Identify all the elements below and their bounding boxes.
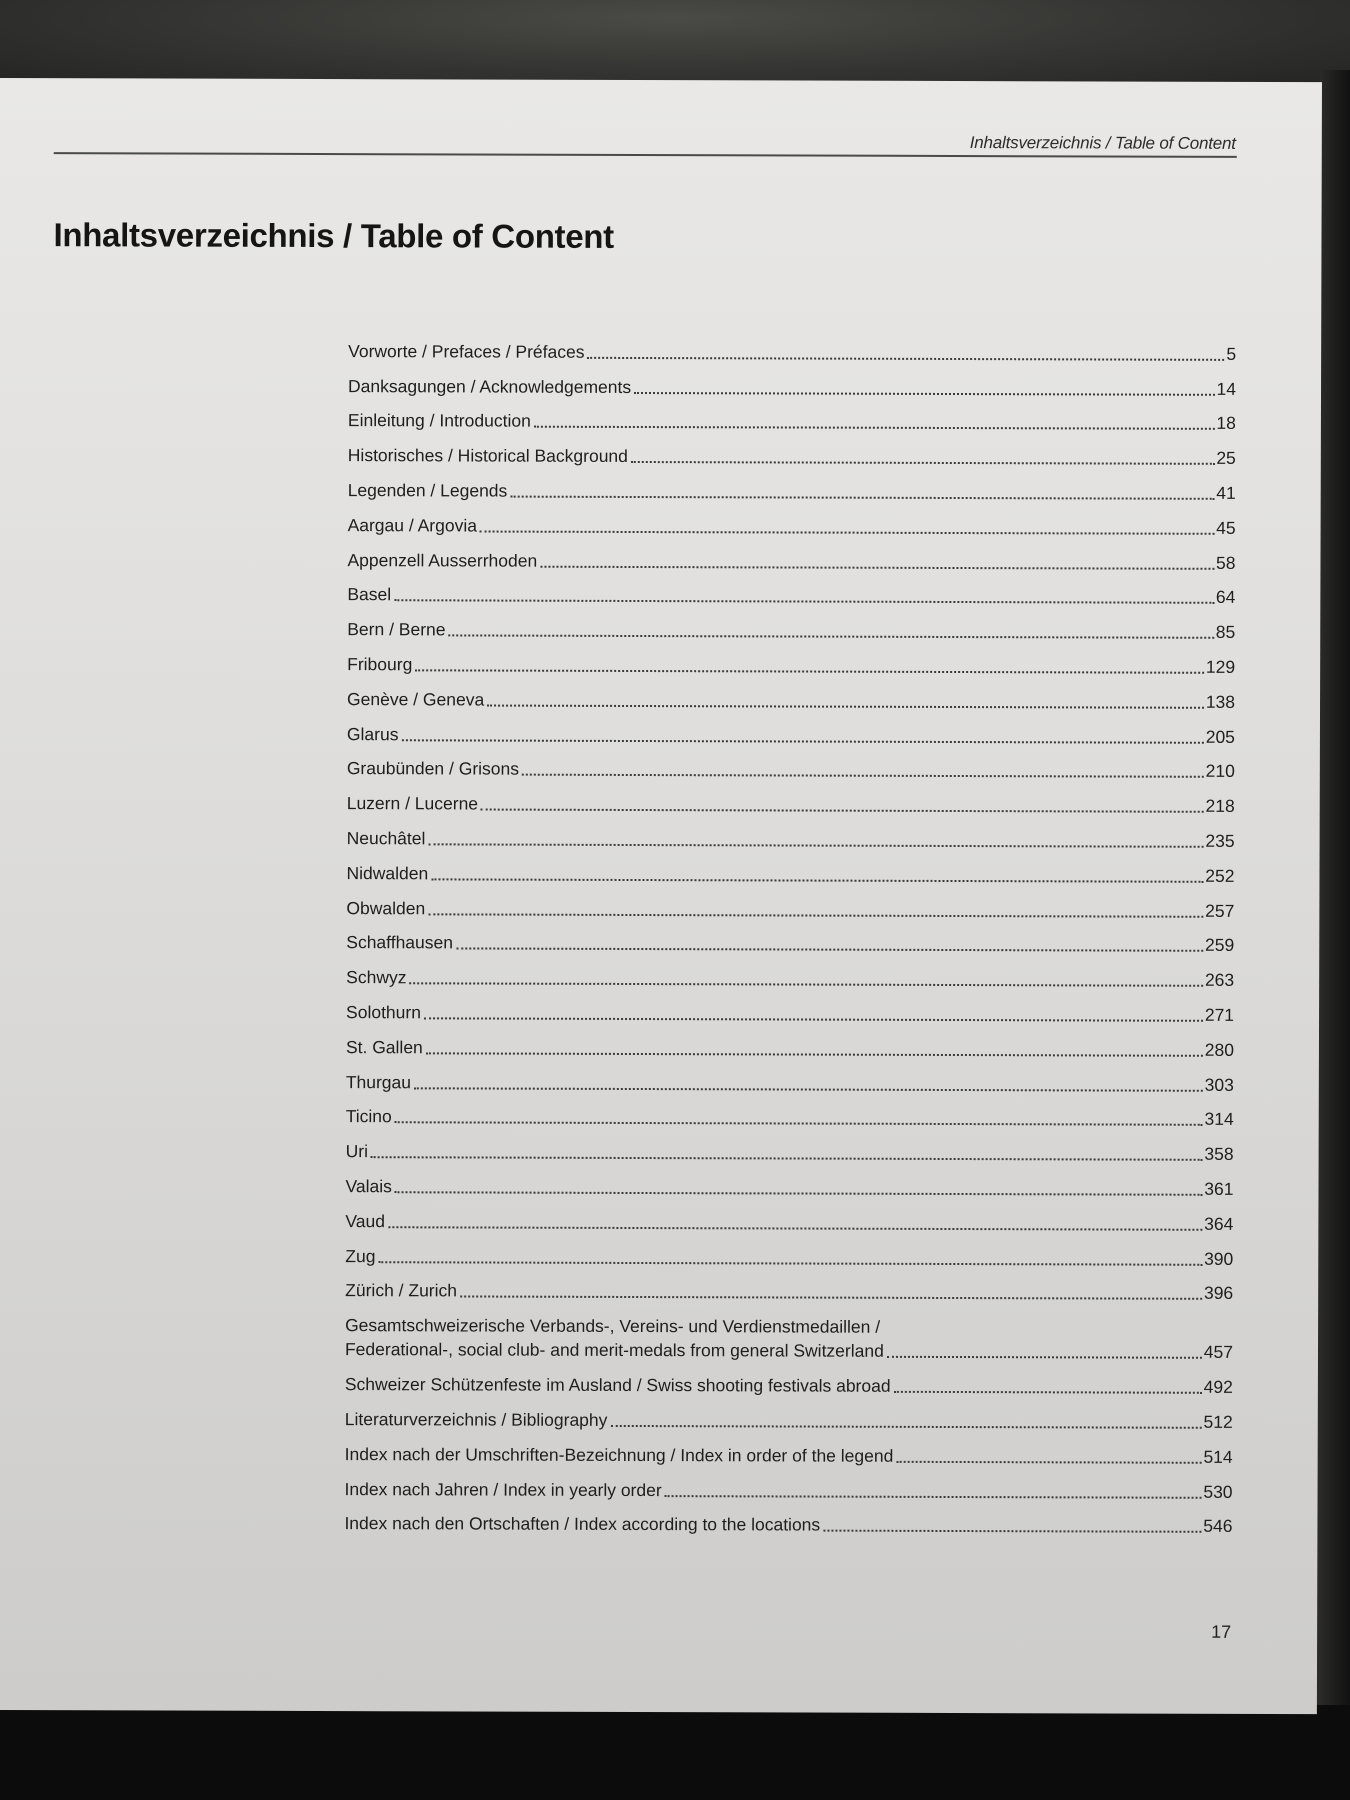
toc-entry-title: Danksagungen / Acknowledgements	[348, 375, 632, 397]
toc-entry-title: Einleitung / Introduction	[347, 410, 531, 432]
toc-entry	[348, 433, 1236, 471]
dot-leader	[481, 808, 1203, 813]
toc-entry	[348, 468, 1236, 506]
toc-entry	[345, 1397, 1233, 1435]
toc-entry-page: 205	[1205, 726, 1235, 747]
dot-leader	[587, 356, 1224, 361]
toc-entry-title: Schaffhausen	[346, 932, 454, 953]
toc-entry	[347, 816, 1235, 854]
toc-entry-page: 361	[1204, 1178, 1234, 1199]
toc-entry	[347, 677, 1235, 715]
dot-leader	[394, 599, 1214, 605]
dot-leader	[487, 703, 1204, 708]
toc-entry-page: 303	[1204, 1074, 1234, 1095]
toc-entry-page: 45	[1216, 517, 1236, 538]
toc-entry	[348, 399, 1236, 437]
toc-entry-title: Graubünden / Grisons	[346, 758, 520, 779]
toc-entry-title: Gesamtschweizerische Verbands-, Vereins- und Verdienstmedaillen / Federational-, social club- and merit-medals from general Switzerland	[344, 1315, 884, 1362]
toc-entry	[345, 1362, 1233, 1400]
toc-entry-page: 530	[1203, 1481, 1233, 1502]
document-page	[0, 78, 1322, 1714]
toc-entry-page: 252	[1205, 865, 1235, 886]
toc-entry	[347, 642, 1235, 680]
toc-entry-page: 138	[1205, 691, 1236, 712]
toc-entry	[345, 1467, 1233, 1505]
toc-entry-title: Bern / Berne	[347, 619, 446, 640]
toc-entry-title: Index nach den Ortschaften / Index according to the locations	[344, 1513, 821, 1535]
toc-entry-page: 14	[1216, 378, 1237, 399]
toc-entry-title: Aargau / Argovia	[347, 514, 478, 536]
toc-entry-page: 514	[1203, 1446, 1233, 1467]
toc-entry	[347, 781, 1235, 819]
dot-leader	[428, 912, 1203, 917]
dot-leader	[426, 1051, 1203, 1056]
toc-entry	[346, 1025, 1234, 1063]
dot-leader	[896, 1460, 1201, 1464]
toc-entry-title: Vorworte / Prefaces / Préfaces	[348, 340, 585, 362]
dot-leader	[665, 1494, 1202, 1499]
toc-entry-title: Legenden / Legends	[347, 480, 508, 501]
table-of-contents	[344, 329, 1236, 1539]
toc-entry	[345, 1269, 1233, 1307]
toc-entry	[347, 573, 1235, 611]
toc-entry-title: Schweizer Schützenfeste im Ausland / Swiss shooting festivals abroad	[344, 1374, 891, 1396]
dot-leader	[378, 1260, 1202, 1266]
dot-leader	[401, 738, 1203, 744]
dot-leader	[424, 1016, 1203, 1021]
dot-leader	[428, 842, 1203, 847]
toc-entry-title: Solothurn	[346, 1002, 422, 1023]
toc-entry	[348, 364, 1236, 402]
toc-entry-page: 280	[1204, 1039, 1234, 1060]
toc-entry	[347, 538, 1235, 576]
toc-entry-title: Basel	[347, 584, 392, 605]
toc-entry-title: Index nach Jahren / Index in yearly order	[344, 1478, 662, 1500]
dot-leader	[823, 1529, 1201, 1533]
toc-entry-page: 5	[1226, 343, 1237, 364]
toc-entry-page: 41	[1216, 482, 1236, 503]
toc-entry-title: Zug	[345, 1245, 376, 1266]
dot-leader	[540, 564, 1214, 569]
toc-entry-page: 218	[1205, 795, 1235, 817]
toc-entry	[345, 1432, 1233, 1470]
toc-entry	[346, 921, 1234, 959]
toc-entry-page: 18	[1216, 413, 1236, 434]
dot-leader	[610, 1424, 1201, 1429]
toc-entry-title: Thurgau	[345, 1071, 412, 1092]
toc-entry-page: 64	[1215, 587, 1236, 608]
toc-entry-title: Schwyz	[346, 967, 407, 988]
toc-entry	[347, 747, 1235, 785]
toc-entry-page: 235	[1205, 830, 1235, 851]
toc-entry-page: 314	[1204, 1109, 1234, 1130]
background-surface-right	[1320, 70, 1350, 1710]
toc-entry-title: Vaud	[345, 1210, 386, 1231]
toc-entry-page: 457	[1203, 1342, 1234, 1363]
toc-entry-page: 129	[1205, 656, 1236, 677]
page-number: 17	[1211, 1621, 1232, 1642]
background-surface-bottom	[0, 1705, 1350, 1800]
toc-entry	[347, 712, 1235, 750]
dot-leader	[388, 1225, 1202, 1231]
dot-leader	[371, 1155, 1202, 1161]
toc-entry-title: Ticino	[345, 1106, 392, 1127]
toc-entry-page: 546	[1203, 1516, 1233, 1537]
toc-entry-page: 396	[1203, 1283, 1234, 1304]
toc-entry-page: 25	[1216, 448, 1236, 469]
dot-leader	[522, 773, 1204, 778]
dot-leader	[395, 1190, 1202, 1196]
toc-entry	[345, 1164, 1233, 1202]
toc-entry	[345, 1303, 1233, 1365]
toc-entry-title: Neuchâtel	[346, 828, 426, 849]
toc-entry	[346, 1060, 1234, 1098]
toc-entry	[346, 886, 1234, 924]
toc-entry	[346, 955, 1234, 993]
toc-entry-page: 390	[1204, 1248, 1234, 1269]
toc-entry-page: 58	[1215, 552, 1236, 573]
dot-leader	[480, 529, 1214, 534]
dot-leader	[431, 877, 1203, 882]
toc-entry-page: 364	[1204, 1213, 1234, 1234]
dot-leader	[395, 1121, 1203, 1127]
toc-entry-title: Literaturverzeichnis / Bibliography	[344, 1408, 608, 1430]
toc-entry-title: Uri	[345, 1141, 369, 1162]
running-header: Inhaltsverzeichnis / Table of Content	[969, 133, 1236, 153]
toc-entry	[344, 1502, 1232, 1540]
toc-entry-title: Nidwalden	[346, 862, 429, 884]
toc-entry	[346, 851, 1234, 889]
dot-leader	[510, 495, 1214, 500]
dot-leader	[631, 460, 1214, 465]
toc-entry-title: St. Gallen	[345, 1036, 423, 1058]
dot-leader	[415, 668, 1204, 673]
dot-leader	[414, 1086, 1203, 1091]
page-title: Inhaltsverzeichnis / Table of Content	[53, 216, 614, 255]
toc-entry-title: Zürich / Zurich	[345, 1280, 458, 1301]
toc-entry-page: 512	[1203, 1411, 1233, 1432]
background-surface-top	[0, 0, 1350, 90]
toc-entry	[346, 1129, 1234, 1167]
toc-entry-title: Obwalden	[346, 897, 426, 918]
toc-entry-title: Genève / Geneva	[347, 688, 485, 710]
toc-entry	[347, 607, 1235, 645]
dot-leader	[456, 947, 1203, 952]
toc-entry	[346, 1095, 1234, 1133]
toc-entry	[345, 1199, 1233, 1237]
toc-entry	[348, 503, 1236, 541]
dot-leader	[409, 981, 1203, 986]
toc-entry-title: Appenzell Ausserrhoden	[347, 549, 538, 571]
toc-entry-title: Fribourg	[347, 654, 413, 675]
toc-entry-title: Historisches / Historical Background	[347, 445, 628, 467]
toc-entry-title: Luzern / Lucerne	[346, 793, 479, 814]
dot-leader	[460, 1295, 1202, 1300]
toc-entry-page: 358	[1204, 1143, 1234, 1165]
toc-entry-title: Valais	[345, 1176, 392, 1197]
toc-entry-title: Index nach der Umschriften-Bezeichnung / Index in order of the legend	[344, 1443, 894, 1466]
toc-entry	[345, 1234, 1233, 1272]
dot-leader	[634, 391, 1214, 396]
toc-entry-page: 257	[1205, 900, 1235, 921]
toc-entry	[346, 990, 1234, 1028]
dot-leader	[448, 634, 1213, 639]
toc-entry-page: 492	[1203, 1376, 1233, 1397]
toc-entry-page: 271	[1204, 1004, 1235, 1025]
toc-entry-page: 259	[1205, 935, 1235, 956]
toc-entry-page: 85	[1215, 621, 1236, 643]
toc-entry-page: 263	[1204, 969, 1235, 991]
dot-leader	[887, 1355, 1202, 1359]
toc-entry-title: Glarus	[346, 723, 399, 744]
dot-leader	[534, 425, 1215, 430]
toc-entry-page: 210	[1205, 761, 1235, 782]
toc-entry	[348, 329, 1236, 367]
dot-leader	[894, 1390, 1202, 1394]
